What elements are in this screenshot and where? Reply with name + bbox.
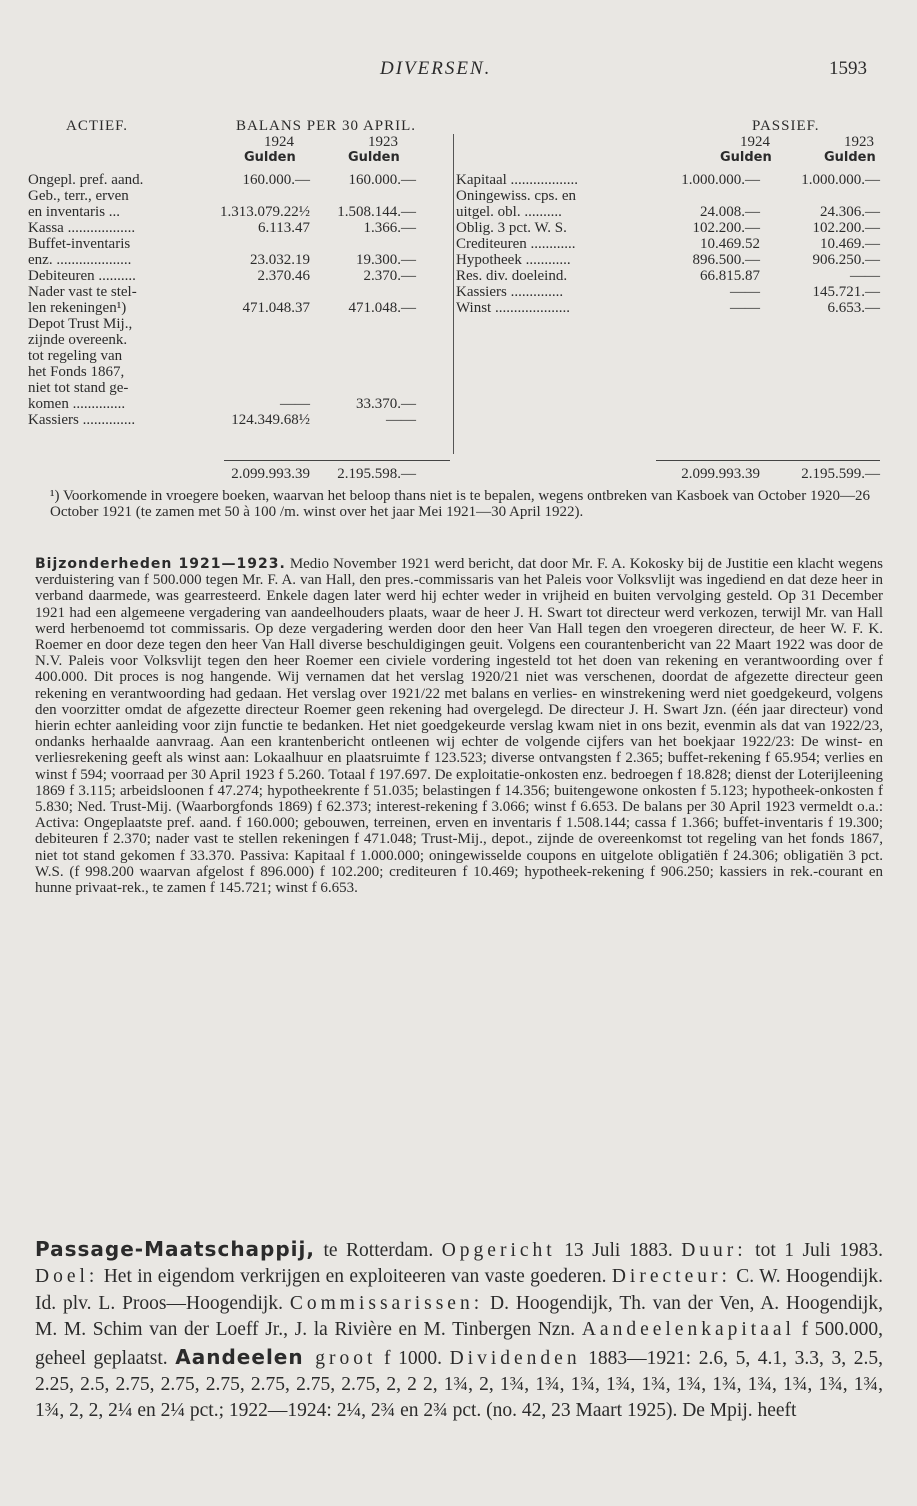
passief-value-1924: —— xyxy=(730,300,760,316)
passief-row-label: Oblig. 3 pct. W. S. xyxy=(456,220,567,236)
commissarissen-value: D. Hoogendijk, Th. van der Ven, A. Hoogendijk, M. M. Schim van der Loeff Jr., J. la Rivière en M. Tinbergen Nzn. xyxy=(35,1292,884,1341)
page-header xyxy=(0,58,917,88)
actief-unit-1923: Gulden xyxy=(348,150,400,165)
passief-heading: PASSIEF. xyxy=(752,118,820,134)
opgericht-label: Opgericht xyxy=(441,1240,556,1261)
actief-value-1923: —— xyxy=(386,412,416,428)
commissarissen-label: Commissarissen: xyxy=(289,1292,484,1314)
passief-unit-1924: Gulden xyxy=(720,150,772,165)
actief-row-label: zijnde overeenk. xyxy=(28,332,128,348)
passief-value-1924: —— xyxy=(730,284,760,300)
actief-row-label: Buffet-inventaris xyxy=(28,236,131,252)
actief-total-1923: 2.195.598.— xyxy=(337,466,416,482)
passief-value-1924: 896.500.— xyxy=(692,252,760,268)
passief-value-1923: 1.000.000.— xyxy=(801,172,880,188)
passief-value-1923: 906.250.— xyxy=(812,252,880,268)
actief-row-label: Kassiers .............. xyxy=(28,412,136,428)
actief-value-1924: 6.113.47 xyxy=(258,220,310,236)
actief-row-label: Kassa .................. xyxy=(28,220,136,236)
opgericht-value: 13 Juli 1883. xyxy=(555,1240,673,1261)
doel-value: Het in eigendom verkrijgen en exploiteeren van vaste goederen. xyxy=(98,1266,607,1288)
actief-value-1923: 471.048.— xyxy=(348,300,416,316)
kapitaal-label: Aandeelenkapitaal xyxy=(581,1319,795,1341)
dividenden-value: 1883—1921: 2.6, 5, 4.1, 3.3, 3, 2.5, 2.25, 2.5, 2.75, 2.75, 2.75, 2.75, 2.75, 2.75, 2, 2 2, 1¾, 2, 1¾, 1¾, 1¾, 1¾, 1¾, 1¾, 1¾, 1¾, 1¾, 1¾, 1¾, 1¾, 2, 2, 2¼ en 2¼ pct.; 1922—1924: 2¼, 2¾ en 2¾ pct. (no. 42, 23 Maart 1925). De Mpij. heeft xyxy=(35,1347,883,1422)
company-location: te Rotterdam. xyxy=(315,1240,434,1261)
company-name: Passage-Maatschappij, xyxy=(35,1237,315,1261)
directeur-value: C. W. Hoogendijk. Id. plv. L. Proos—Hoogendijk. xyxy=(35,1266,884,1314)
actief-value-1923: 1.508.144.— xyxy=(337,204,416,220)
actief-row-label: Nader vast te stel- xyxy=(28,284,137,300)
dividenden-label: Dividenden xyxy=(449,1347,581,1369)
actief-row-label: het Fonds 1867, xyxy=(28,364,125,380)
actief-row-label: Geb., terr., erven xyxy=(28,188,129,204)
actief-row-label: tot regeling van xyxy=(28,348,123,364)
duur-value: tot 1 Juli 1983. xyxy=(746,1240,883,1261)
actief-row-label: niet tot stand ge- xyxy=(28,380,129,396)
actief-row-label: komen .............. xyxy=(28,396,126,412)
passief-value-1923: 24.306.— xyxy=(820,204,880,220)
balance-sheet xyxy=(28,118,888,490)
running-title: DIVERSEN. xyxy=(380,58,492,79)
passief-row-label: Hypotheek ............ xyxy=(456,252,571,268)
passief-value-1923: 10.469.— xyxy=(820,236,880,252)
actief-row-label: enz. .................... xyxy=(28,252,132,268)
duur-label: Duur: xyxy=(681,1240,747,1261)
passief-value-1923: 6.653.— xyxy=(827,300,880,316)
passief-total-1924: 2.099.993.39 xyxy=(681,466,760,482)
passief-year-1924: 1924 xyxy=(740,134,770,150)
kapitaal-value: f 500.000, geheel geplaatst. xyxy=(35,1319,883,1369)
passief-row-label: Oningewiss. cps. en xyxy=(456,188,576,204)
actief-value-1924: —— xyxy=(280,396,310,412)
passief-row-label: Res. div. doeleind. xyxy=(456,268,568,284)
actief-total-rule xyxy=(224,460,450,461)
actief-total-1924: 2.099.993.39 xyxy=(231,466,310,482)
actief-value-1923: 160.000.— xyxy=(348,172,416,188)
passief-row-label: Crediteuren ............ xyxy=(456,236,576,252)
balance-title: BALANS PER 30 APRIL. xyxy=(236,118,417,134)
passief-row-label: Kapitaal .................. xyxy=(456,172,579,188)
passief-total-rule xyxy=(656,460,880,461)
passief-value-1924: 1.000.000.— xyxy=(681,172,760,188)
actief-value-1923: 33.370.— xyxy=(356,396,416,412)
passief-unit-1923: Gulden xyxy=(824,150,876,165)
actief-value-1923: 2.370.— xyxy=(363,268,416,284)
passief-year-1923: 1923 xyxy=(844,134,874,150)
groot-value: f 1000. xyxy=(376,1347,442,1369)
actief-value-1923: 19.300.— xyxy=(356,252,416,268)
actief-year-1923: 1923 xyxy=(368,134,398,150)
balance-footnote: ¹) Voorkomende in vroegere boeken, waarvan het beloop thans niet is te bepalen, wegens ontbreken van Kasboek van October 1920—26 October 1921 (te zamen met 50 à 100 /m. winst over het jaar Mei 1921—30 April 1922). xyxy=(50,488,870,520)
passief-value-1924: 102.200.— xyxy=(692,220,760,236)
directeur-label: Directeur: xyxy=(611,1266,731,1288)
passief-value-1924: 24.008.— xyxy=(700,204,760,220)
actief-value-1924: 2.370.46 xyxy=(257,268,310,284)
actief-year-1924: 1924 xyxy=(264,134,294,150)
actief-value-1924: 471.048.37 xyxy=(242,300,310,316)
actief-value-1924: 160.000.— xyxy=(242,172,310,188)
actief-heading: ACTIEF. xyxy=(66,118,129,134)
specifics-section xyxy=(35,556,883,896)
passief-value-1923: —— xyxy=(850,268,880,284)
specifics-text: Medio November 1921 werd bericht, dat door Mr. F. A. Kokosky bij de Justitie een klacht wegens verduistering van f 500.000 tegen Mr. F. A. van Hall, den pres.-commissaris van het Paleis voor Volksvlijt was ingediend en dat deze heer in verband daarmede, was gearresteerd. Enkele dagen later werd hij echter weder in vrijheid en buiten vervolging gesteld. Op 31 December 1921 had een algemeene vergadering van aandeelhouders plaats, waar de heer J. H. Swart tot directeur werd verkozen, terwijl Mr. van Hall werd herbenoemd tot commissaris. Op deze vergadering werden door den heer Van Hall tegen den vroegeren directeur, de heer W. F. K. Roemer en door deze tegen den heer Van Hall diverse beschuldigingen geuit. Volgens een courantenbericht van 22 Maart 1922 was door de N.V. Paleis voor Volksvlijt tegen den heer Roemer een civiele vordering ingesteld tot het doen van rekening en verantwoording over f 400.000. Dit proces is nog hangende. Wij vernamen dat het verslag 1920/21 niet was verschenen, doordat de afgezette directeur geen rekening en verantwoording had gedaan. Het verslag over 1921/22 met balans en verlies- en winstrekening werd niet goedgekeurd, volgens den voorzitter omdat de afgezette directeur Roemer geen rekening had overgelegd. De directeur J. H. Swart Jzn. (één jaar directeur) vond hierin echter aanleiding voor zijn functie te bedanken. Het niet goedgekeurde verslag kwam niet in ons bezit, evenmin als dat van 1922/23, ondanks herhaalde aanvraag. Aan een krantenbericht ontleenen wij echter de volgende cijfers van het boekjaar 1922/23: De winst- en verliesrekening geeft als winst aan: Lokaalhuur en plaatsruimte f 123.523; diverse ontvangsten f 2.365; buffet-rekening f 65.954; verlies en winst f 594; voorraad per 30 April 1923 f 5.260. Totaal f 197.697. De exploitatie-onkosten enz. bedroegen f 18.828; dienst der Loterijleening 1869 f 3.115; arbeidsloonen f 47.274; hypotheekrente f 51.035; belastingen f 14.356; buitengewone onkosten f 5.123; hypotheek-onkosten f 5.830; Ned. Trust-Mij. (Waarborgfonds 1869) f 62.373; interest-rekening f 3.066; winst f 6.653. De balans per 30 April 1923 vermeldt o.a.: Activa: Ongeplaatste pref. aand. f 160.000; gebouwen, terreinen, erven en inventaris f 1.508.144; cassa f 1.366; buffet-inventaris f 19.300; debiteuren f 2.370; nader vast te stellen rekeningen f 471.048; Trust-Mij., depot., zijnde de overeenkomst tot regeling van het fonds 1867, niet tot stand gekomen f 33.370. Passiva: Kapitaal f 1.000.000; oningewisselde coupons en uitgelote obligatiën f 24.306; obligatiën 3 pct. W.S. (f 998.200 waarvan afgelost f 896.000) f 102.200; crediteuren f 10.469; hypotheek-rekening f 906.250; kassiers in rek.-courant en hunne privaat-rek., te zamen f 145.721; winst f 6.653. xyxy=(35,556,883,897)
passief-value-1924: 10.469.52 xyxy=(700,236,760,252)
actief-row-label: Debiteuren .......... xyxy=(28,268,136,284)
actief-row-label: en inventaris ... xyxy=(28,204,121,220)
passief-total-1923: 2.195.599.— xyxy=(801,466,880,482)
actief-value-1923: 1.366.— xyxy=(363,220,416,236)
passief-row-label: Winst .................... xyxy=(456,300,570,316)
groot-label: groot xyxy=(303,1347,377,1369)
passief-value-1924: 66.815.87 xyxy=(700,268,760,284)
actief-row-label: Depot Trust Mij., xyxy=(28,316,133,332)
specifics-heading: Bijzonderheden 1921—1923. xyxy=(35,556,286,572)
aandeelen-label: Aandeelen xyxy=(175,1344,304,1369)
actief-unit-1924: Gulden xyxy=(244,150,296,165)
column-divider xyxy=(453,134,454,454)
actief-row-label: Ongepl. pref. aand. xyxy=(28,172,144,188)
actief-value-1924: 124.349.68½ xyxy=(231,412,310,428)
passief-row-label: Kassiers .............. xyxy=(456,284,564,300)
passief-value-1923: 145.721.— xyxy=(812,284,880,300)
passief-row-label: uitgel. obl. .......... xyxy=(456,204,562,220)
company-entry xyxy=(35,1236,883,1425)
actief-row-label: len rekeningen¹) xyxy=(28,300,127,316)
page-number: 1593 xyxy=(829,58,867,79)
actief-value-1924: 23.032.19 xyxy=(250,252,310,268)
actief-value-1924: 1.313.079.22½ xyxy=(220,204,310,220)
passief-value-1923: 102.200.— xyxy=(812,220,880,236)
doel-label: Doel: xyxy=(35,1266,99,1288)
